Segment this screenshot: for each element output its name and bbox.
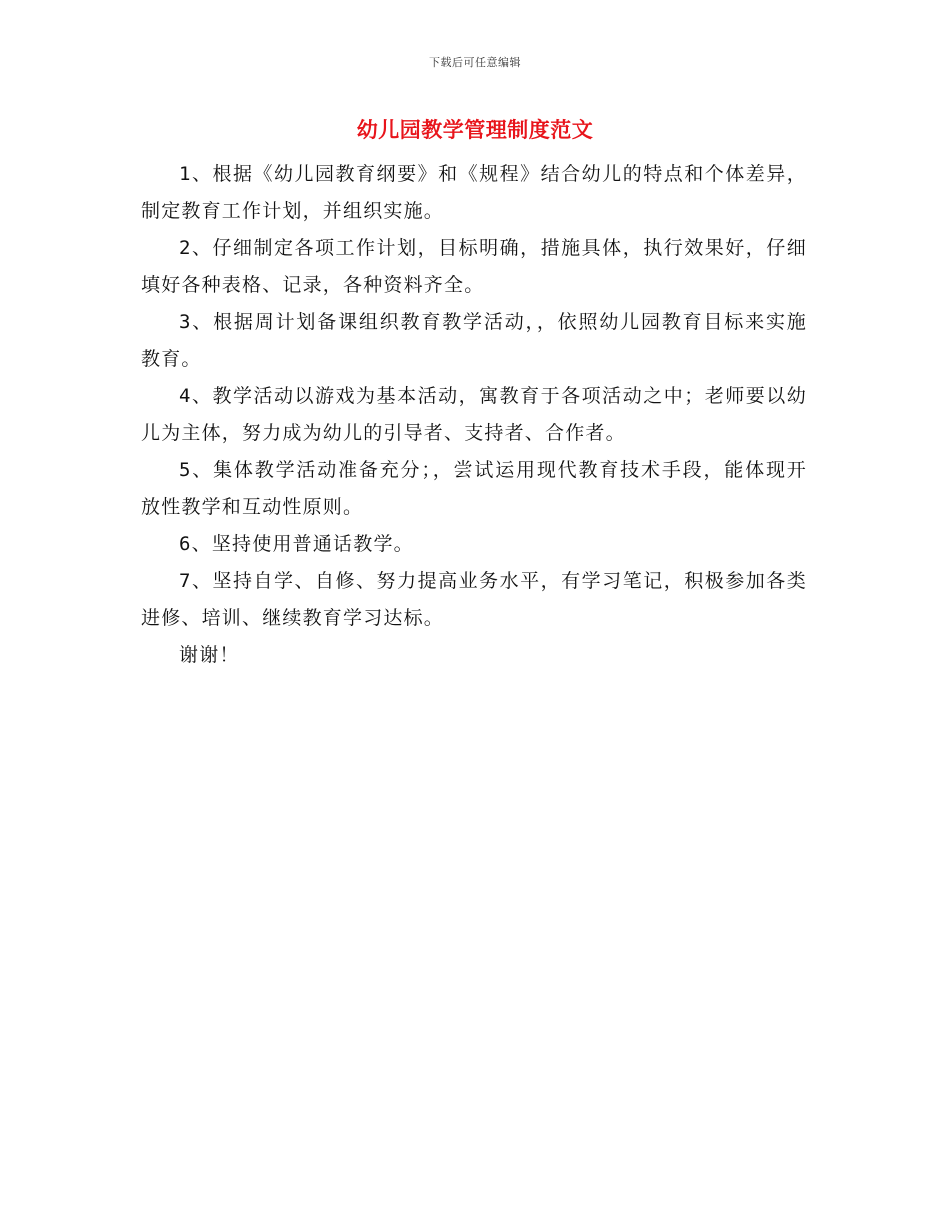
- paragraph-5: 5、集体教学活动准备充分；，尝试运用现代教育技术手段，能体现开放性教学和互动性原则。: [141, 459, 807, 518]
- paragraph-6: 6、坚持使用普通话教学。: [179, 533, 414, 555]
- paragraph-2: 2、仔细制定各项工作计划，目标明确，措施具体，执行效果好，仔细填好各种表格、记录，各种资料齐全。: [141, 237, 807, 296]
- document-body: [141, 156, 807, 674]
- paragraph-4: 4、教学活动以游戏为基本活动，寓教育于各项活动之中；老师要以幼儿为主体，努力成为幼儿的引导者、支持者、合作者。: [141, 385, 807, 444]
- paragraph-3: 3、根据周计划备课组织教育教学活动，，依照幼儿园教育目标来实施教育。: [141, 311, 807, 370]
- closing-thanks: 谢谢！: [179, 644, 240, 666]
- paragraph-7: 7、坚持自学、自修、努力提高业务水平，有学习笔记，积极参加各类进修、培训、继续教育学习达标。: [141, 570, 807, 629]
- page-header-note: 下载后可任意编辑: [429, 56, 521, 69]
- paragraph-1: 1、根据《幼儿园教育纲要》和《规程》结合幼儿的特点和个体差异，制定教育工作计划，并组织实施。: [141, 163, 807, 222]
- document-title: 幼儿园教学管理制度范文: [356, 118, 594, 142]
